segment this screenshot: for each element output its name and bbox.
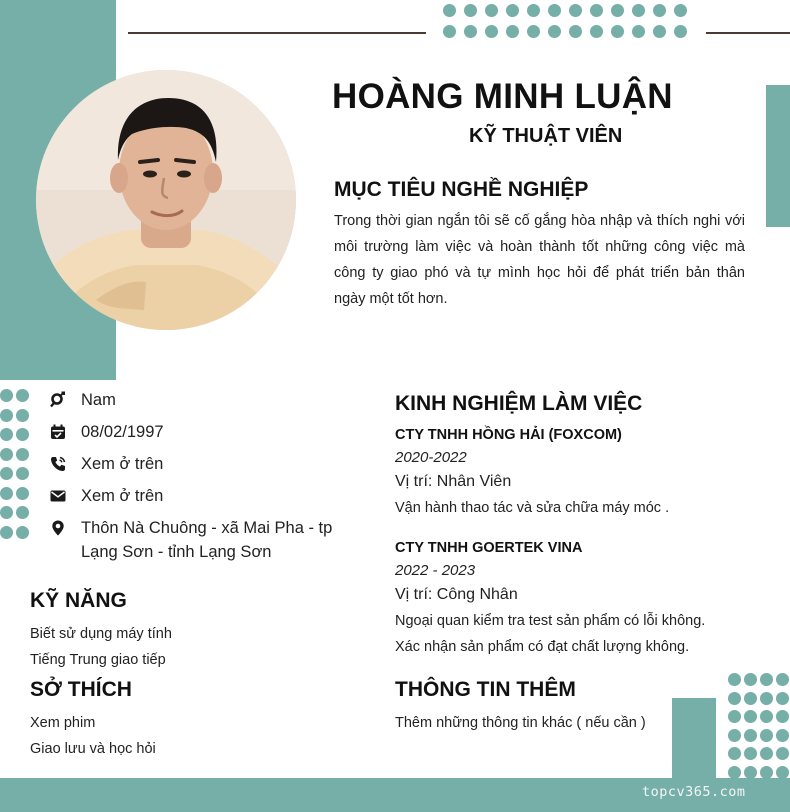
person-portrait-icon	[36, 70, 296, 330]
decorative-dot	[728, 747, 741, 760]
decorative-dot	[0, 526, 13, 539]
company-name: CTY TNHH GOERTEK VINA	[395, 540, 583, 556]
decorative-dot	[464, 4, 477, 17]
info-address	[46, 516, 356, 564]
extra-info-text: Thêm những thông tin khác ( nếu cần )	[395, 715, 646, 731]
dot-pattern-left	[0, 389, 30, 541]
job-duty: Vận hành thao tác và sửa chữa máy móc .	[395, 500, 670, 516]
decorative-dot	[443, 4, 456, 17]
profile-photo	[36, 70, 296, 330]
info-email	[46, 484, 356, 508]
decorative-dot	[728, 766, 741, 779]
email-value: Xem ở trên	[81, 487, 164, 505]
email-icon	[46, 484, 70, 508]
job-duty: Xác nhận sản phẩm có đạt chất lượng không.	[395, 639, 690, 655]
right-accent-strip	[766, 85, 790, 227]
decorative-dot	[760, 673, 773, 686]
decorative-dot	[16, 428, 29, 441]
header-rule-left	[128, 32, 426, 34]
decorative-dot	[776, 729, 789, 742]
decorative-dot	[16, 467, 29, 480]
phone-icon	[46, 452, 70, 476]
decorative-dot	[464, 25, 477, 38]
decorative-dot	[0, 467, 13, 480]
phone-value: Xem ở trên	[81, 455, 164, 473]
gender-icon	[46, 388, 70, 412]
info-phone	[46, 452, 356, 476]
skills-list	[30, 621, 172, 673]
decorative-dot	[506, 25, 519, 38]
decorative-dot	[744, 673, 757, 686]
decorative-dot	[760, 692, 773, 705]
skill-item: Tiếng Trung giao tiếp	[30, 652, 166, 668]
personal-info-list	[46, 388, 356, 572]
decorative-dot	[485, 4, 498, 17]
decorative-dot	[760, 766, 773, 779]
decorative-dot	[632, 4, 645, 17]
decorative-dot	[16, 506, 29, 519]
decorative-dot	[653, 25, 666, 38]
skill-item: Biết sử dụng máy tính	[30, 626, 172, 642]
decorative-dot	[0, 428, 13, 441]
job-duty: Ngoại quan kiểm tra test sản phẩm có lỗi không.	[395, 613, 706, 629]
job-title: KỸ THUẬT VIÊN	[469, 125, 623, 147]
decorative-dot	[760, 747, 773, 760]
dot-pattern-bottom-right	[728, 673, 790, 779]
job-position: Vị trí: Công Nhân	[395, 586, 518, 603]
work-period: 2020-2022	[395, 449, 467, 466]
candidate-name: HOÀNG MINH LUẬN	[332, 77, 673, 116]
decorative-dot	[506, 4, 519, 17]
decorative-dot	[16, 389, 29, 402]
decorative-dot	[776, 747, 789, 760]
hobbies-list	[30, 710, 156, 762]
decorative-dot	[653, 4, 666, 17]
decorative-dot	[728, 692, 741, 705]
experience-heading: KINH NGHIỆM LÀM VIỆC	[395, 392, 643, 415]
decorative-dot	[674, 4, 687, 17]
info-birthday	[46, 420, 356, 444]
decorative-dot	[744, 747, 757, 760]
hobby-item: Xem phim	[30, 715, 96, 731]
decorative-dot	[744, 766, 757, 779]
decorative-dot	[0, 389, 13, 402]
decorative-dot	[744, 692, 757, 705]
decorative-dot	[611, 25, 624, 38]
dot-pattern-top	[443, 4, 693, 40]
header-rule-right	[706, 32, 790, 34]
decorative-dot	[16, 448, 29, 461]
decorative-dot	[760, 729, 773, 742]
decorative-dot	[632, 25, 645, 38]
decorative-dot	[744, 729, 757, 742]
experience-entry	[395, 424, 765, 521]
decorative-dot	[0, 487, 13, 500]
decorative-dot	[728, 710, 741, 723]
company-name: CTY TNHH HỒNG HẢI (FOXCOM)	[395, 427, 622, 443]
decorative-dot	[548, 4, 561, 17]
decorative-dot	[776, 692, 789, 705]
hobbies-heading: SỞ THÍCH	[30, 678, 132, 701]
decorative-dot	[0, 448, 13, 461]
hobby-item: Giao lưu và học hỏi	[30, 741, 156, 757]
decorative-dot	[527, 25, 540, 38]
decorative-dot	[611, 4, 624, 17]
address-value: Thôn Nà Chuông - xã Mai Pha - tp Lạng Sơn - tỉnh Lạng Sơn	[81, 519, 333, 561]
calendar-icon	[46, 420, 70, 444]
birthday-value: 08/02/1997	[81, 423, 164, 441]
decorative-dot	[569, 25, 582, 38]
decorative-dot	[776, 766, 789, 779]
work-period: 2022 - 2023	[395, 562, 476, 579]
decorative-dot	[0, 506, 13, 519]
skills-heading: KỸ NĂNG	[30, 589, 127, 612]
decorative-dot	[0, 409, 13, 422]
decorative-dot	[776, 710, 789, 723]
decorative-dot	[569, 4, 582, 17]
decorative-dot	[728, 729, 741, 742]
objective-text: Trong thời gian ngắn tôi sẽ cố gắng hòa nhập và thích nghi với môi trường làm việc và hoàn thành tốt những công việc mà công ty giao phó và tự mình học hỏi để phát triển bản thân ngày một tốt hơn.	[334, 213, 745, 307]
watermark: topcv365.com	[642, 784, 746, 800]
decorative-dot	[443, 25, 456, 38]
corner-accent-block	[672, 698, 716, 778]
objective-heading: MỤC TIÊU NGHỀ NGHIỆP	[334, 178, 589, 201]
gender-value: Nam	[81, 391, 116, 409]
decorative-dot	[760, 710, 773, 723]
decorative-dot	[728, 673, 741, 686]
decorative-dot	[590, 4, 603, 17]
decorative-dot	[776, 673, 789, 686]
decorative-dot	[485, 25, 498, 38]
info-gender	[46, 388, 356, 412]
decorative-dot	[674, 25, 687, 38]
job-position: Vị trí: Nhân Viên	[395, 473, 512, 490]
decorative-dot	[548, 25, 561, 38]
extra-info-heading: THÔNG TIN THÊM	[395, 678, 576, 701]
experience-entry	[395, 537, 765, 660]
decorative-dot	[16, 409, 29, 422]
decorative-dot	[590, 25, 603, 38]
decorative-dot	[16, 487, 29, 500]
decorative-dot	[744, 710, 757, 723]
decorative-dot	[16, 526, 29, 539]
decorative-dot	[527, 4, 540, 17]
location-icon	[46, 516, 70, 540]
